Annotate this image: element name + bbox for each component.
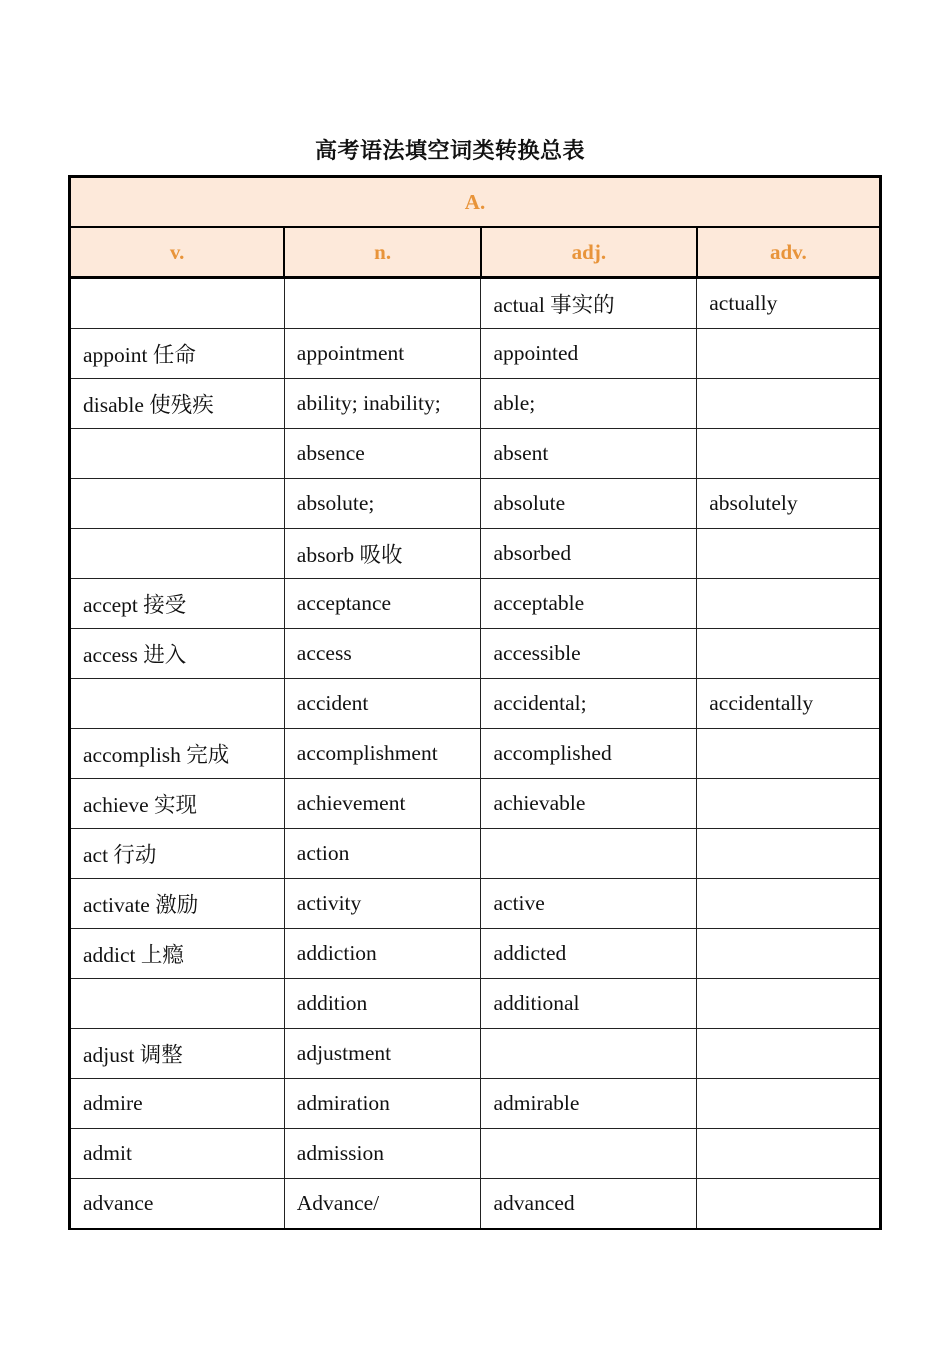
table-row [70,579,881,629]
verb-cell [70,278,285,329]
column-header-verb: v. [70,227,285,278]
adjective-cell: advanced [481,1179,697,1230]
adjective-cell: achievable [481,779,697,829]
column-header-noun: n. [284,227,481,278]
column-header-adjective: adj. [481,227,697,278]
adjective-cell: actual 事实的 [481,278,697,329]
adjective-cell: acceptable [481,579,697,629]
adjective-cell [481,829,697,879]
noun-cell: absolute; [284,479,481,529]
adverb-cell: accidentally [697,679,881,729]
table-row [70,1079,881,1129]
verb-cell: admit [70,1129,285,1179]
adverb-cell [697,1079,881,1129]
verb-cell [70,479,285,529]
adjective-cell: addicted [481,929,697,979]
adjective-cell [481,1029,697,1079]
table-row [70,829,881,879]
table-row [70,278,881,329]
table-row [70,1029,881,1079]
table-row [70,1129,881,1179]
section-header: A. [70,177,881,228]
noun-cell: appointment [284,329,481,379]
adjective-cell: accessible [481,629,697,679]
noun-cell: admission [284,1129,481,1179]
word-conversion-table [68,175,882,1230]
section-header-row [70,177,881,228]
adverb-cell [697,629,881,679]
noun-cell: achievement [284,779,481,829]
noun-cell: addiction [284,929,481,979]
table-row [70,479,881,529]
table-row [70,429,881,479]
table-row [70,329,881,379]
noun-cell: accident [284,679,481,729]
noun-cell: absence [284,429,481,479]
verb-cell: achieve 实现 [70,779,285,829]
verb-cell: appoint 任命 [70,329,285,379]
table-row [70,629,881,679]
table-row [70,879,881,929]
noun-cell: addition [284,979,481,1029]
table-row [70,929,881,979]
adjective-cell: accomplished [481,729,697,779]
verb-cell [70,979,285,1029]
column-header-adverb: adv. [697,227,881,278]
adverb-cell [697,1029,881,1079]
table-row [70,979,881,1029]
verb-cell: adjust 调整 [70,1029,285,1079]
adverb-cell [697,879,881,929]
noun-cell: access [284,629,481,679]
adjective-cell: active [481,879,697,929]
noun-cell: action [284,829,481,879]
adverb-cell [697,579,881,629]
noun-cell: ability; inability; [284,379,481,429]
adverb-cell [697,379,881,429]
table-row [70,779,881,829]
adjective-cell: appointed [481,329,697,379]
adverb-cell: absolutely [697,479,881,529]
adverb-cell: actually [697,278,881,329]
verb-cell [70,429,285,479]
adjective-cell: absent [481,429,697,479]
column-header-row [70,227,881,278]
table-row [70,1179,881,1230]
table-body [70,278,881,1230]
noun-cell: adjustment [284,1029,481,1079]
noun-cell: admiration [284,1079,481,1129]
adverb-cell [697,329,881,379]
adverb-cell [697,929,881,979]
verb-cell [70,679,285,729]
adjective-cell [481,1129,697,1179]
adverb-cell [697,1129,881,1179]
table-row [70,679,881,729]
noun-cell: activity [284,879,481,929]
verb-cell: admire [70,1079,285,1129]
adjective-cell: additional [481,979,697,1029]
table-row [70,729,881,779]
noun-cell: Advance/ [284,1179,481,1230]
table-row [70,529,881,579]
adjective-cell: absorbed [481,529,697,579]
adverb-cell [697,1179,881,1230]
noun-cell: accomplishment [284,729,481,779]
page-title: 高考语法填空词类转换总表 [314,139,585,164]
adjective-cell: absolute [481,479,697,529]
adjective-cell: admirable [481,1079,697,1129]
verb-cell: addict 上瘾 [70,929,285,979]
adverb-cell [697,529,881,579]
verb-cell: advance [70,1179,285,1230]
noun-cell [284,278,481,329]
adjective-cell: able; [481,379,697,429]
adverb-cell [697,429,881,479]
verb-cell: act 行动 [70,829,285,879]
noun-cell: acceptance [284,579,481,629]
adverb-cell [697,729,881,779]
table-row [70,379,881,429]
adverb-cell [697,979,881,1029]
verb-cell: access 进入 [70,629,285,679]
noun-cell: absorb 吸收 [284,529,481,579]
verb-cell: activate 激励 [70,879,285,929]
adverb-cell [697,829,881,879]
verb-cell: accept 接受 [70,579,285,629]
verb-cell: disable 使残疾 [70,379,285,429]
adjective-cell: accidental; [481,679,697,729]
verb-cell: accomplish 完成 [70,729,285,779]
verb-cell [70,529,285,579]
adverb-cell [697,779,881,829]
